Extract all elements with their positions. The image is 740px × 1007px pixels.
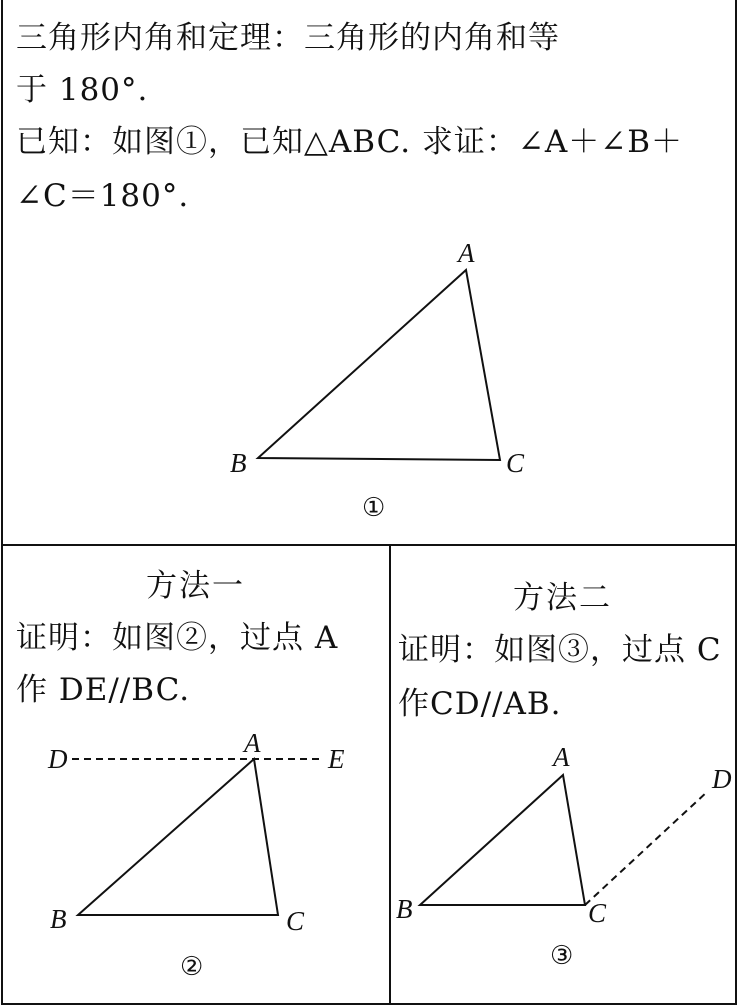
figure-2-label-a: A bbox=[244, 728, 261, 758]
figure-1-label-b: B bbox=[230, 448, 247, 478]
figure-2-label-c: C bbox=[286, 906, 305, 936]
method-2-line-2: 作CD//AB. bbox=[398, 686, 562, 722]
figure-1 bbox=[230, 238, 525, 523]
triangle-abc-2 bbox=[78, 759, 278, 915]
figure-1-caption: ① bbox=[362, 493, 386, 523]
method-1-line-2: 作 DE//BC. bbox=[16, 672, 191, 708]
theorem-line-1: 三角形内角和定理：三角形的内角和等 bbox=[16, 20, 560, 56]
figure-2-label-d: D bbox=[48, 744, 68, 774]
figure-3 bbox=[396, 742, 732, 971]
given-line-2: ∠C＝180°. bbox=[16, 178, 190, 214]
figure-2-label-b: B bbox=[50, 904, 67, 934]
figure-2-caption: ② bbox=[180, 952, 204, 982]
figure-2 bbox=[47, 728, 345, 982]
method-2-heading: 方法二 bbox=[513, 580, 612, 616]
method-1-line-1: 证明：如图②，过点 A bbox=[16, 620, 339, 656]
figure-3-label-d: D bbox=[712, 764, 732, 794]
given-line-1: 已知：如图①，已知△ABC. 求证：∠A＋∠B＋ bbox=[16, 124, 684, 160]
method-1-heading: 方法一 bbox=[146, 568, 245, 604]
figure-1-label-a: A bbox=[458, 238, 475, 268]
parallel-line-cd bbox=[585, 791, 708, 905]
triangle-abc-3 bbox=[420, 775, 585, 905]
figure-2-label-e: E bbox=[328, 744, 345, 774]
method-2-line-1: 证明：如图③，过点 C bbox=[398, 632, 722, 668]
figure-3-label-c: C bbox=[588, 898, 607, 928]
figure-3-label-a: A bbox=[553, 742, 570, 772]
triangle-abc-1 bbox=[258, 270, 500, 460]
figure-3-caption: ③ bbox=[550, 941, 574, 971]
theorem-line-2: 于 180°. bbox=[16, 72, 149, 108]
figure-1-label-c: C bbox=[506, 448, 525, 478]
figure-3-label-b: B bbox=[396, 894, 413, 924]
